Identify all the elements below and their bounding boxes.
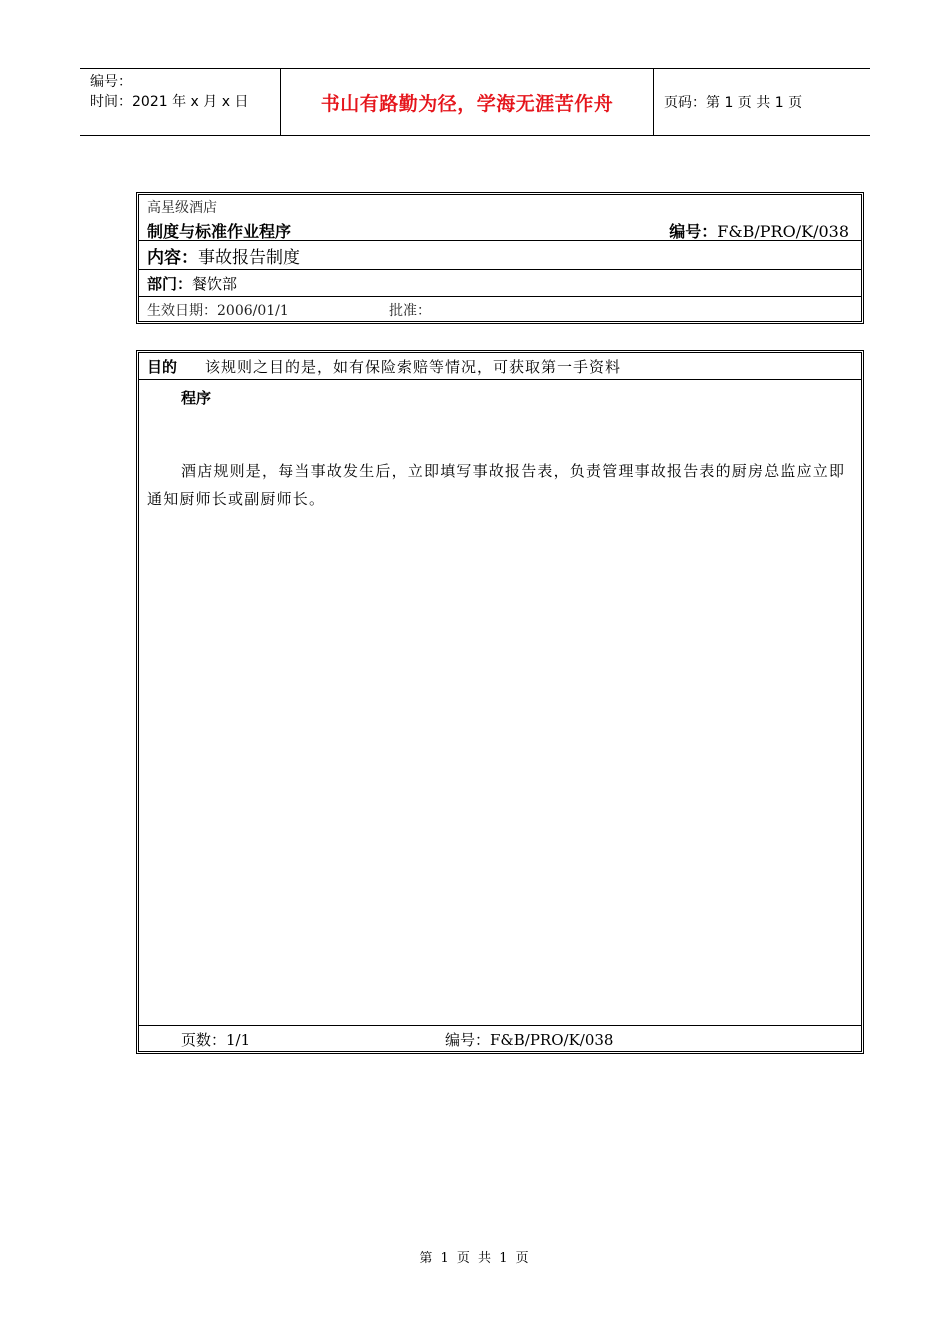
header-middle-cell (281, 69, 654, 135)
page-footer: 第 1 页 共 1 页 (419, 1251, 531, 1266)
box-footer (139, 1025, 861, 1051)
purpose-text: 该规则之目的是，如有保险索赔等情况，可获取第一手资料 (205, 357, 622, 376)
page-info: 页码：第 1 页 共 1 页 (664, 95, 803, 111)
code-value: F&B/PRO/K/038 (717, 222, 849, 241)
title-row (139, 219, 861, 241)
header-left-cell (80, 69, 281, 135)
dept-row (139, 271, 861, 297)
top-header (80, 68, 870, 136)
effective-date: 生效日期：2006/01/1 (147, 302, 289, 319)
effective-row (139, 298, 861, 321)
procedure-label: 程序 (181, 389, 212, 407)
info-box (136, 192, 864, 324)
org-row (139, 197, 861, 217)
approve-label: 批准： (389, 302, 431, 319)
content-value: 事故报告制度 (198, 248, 300, 268)
purpose-row (139, 353, 861, 380)
code-label: 编号： (669, 222, 718, 241)
dept-label: 部门： (147, 275, 193, 293)
footer-pages: 页数：1/1 (181, 1031, 251, 1049)
doc-code (669, 219, 849, 240)
footer-code: 编号：F&B/PRO/K/038 (445, 1031, 614, 1049)
content-label: 内容： (147, 248, 198, 268)
header-right-cell (654, 69, 870, 135)
procedure-body: 酒店规则是，每当事故发生后，立即填写事故报告表，负责管理事故报告表的厨房总监应立即通知厨师长或副厨师长。 (147, 462, 846, 508)
time-label: 时间：2021 年 x 月 x 日 (90, 94, 249, 110)
main-box (136, 350, 864, 1054)
doc-title: 制度与标准作业程序 (147, 222, 292, 241)
purpose-label: 目的 (147, 357, 178, 376)
org-name: 高星级酒店 (147, 200, 217, 216)
content-row (139, 242, 861, 270)
motto: 书山有路勤为径，学海无涯苦作舟 (320, 92, 614, 115)
dept-value: 餐饮部 (192, 275, 238, 293)
number-label: 编号： (90, 74, 132, 90)
